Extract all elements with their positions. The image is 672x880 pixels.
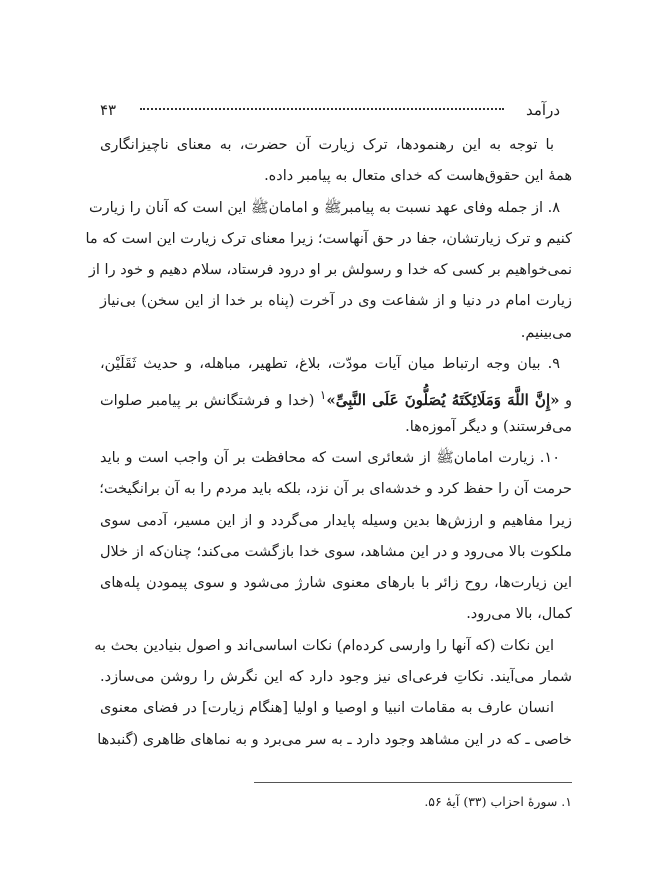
text-line: ملکوت بالا می‌رود و در این مشاهد، سوی خدا بازگشت می‌کند؛ چنان‌که از خلال [100,543,572,560]
text-line: ۹. بیان وجه ارتباط میان آیات مودّت، بلاغ، تطهیر، مباهله، و حدیث ثَقَلَیْن، [100,356,560,373]
text-line: کمال، بالا می‌رود. [466,606,572,623]
text-line: می‌فرستند) و دیگر آموزه‌ها. [405,418,572,435]
verse-line [100,380,572,411]
chapter-title: درآمد [526,101,560,119]
text-line: با توجه به این رهنمودها، ترک زیارت آن حضرت، به معنای ناچیزانگاری [100,137,554,153]
main-text [85,130,572,756]
text-line: این زیارت‌ها، روح زائر با بارهای معنوی شارژ می‌شود و سوی پیمودن پله‌های [100,575,572,592]
text-line: همهٔ این حقوق‌هاست که خدای متعال به پیامبر داده. [264,168,572,185]
text-line: این نکات (که آنها را وارسی کرده‌ام) نکات اساسی‌اند و اصول بنیادین بحث به [94,637,554,654]
running-header [100,98,560,122]
text-line: حرمت آن را حفظ کرد و خدشه‌ای بر آن نزد، بلکه باید مردم را به آن برانگیخت؛ [99,481,572,498]
text-line: زیارت امام در دنیا و از شفاعت وی در آخرت (پناه بر خدا از این سخن) بی‌نیاز [100,293,572,310]
text-line: خاصی ـ که در این مشاهد وجود دارد ـ به سر می‌برد و به نماهای ظاهری (گنبدها [97,731,572,748]
leader-dots [140,108,504,110]
text-line: نمی‌خواهیم بر کسی که خدا و رسولش بر او درود فرستاد، سلام دهیم و خود را از [88,262,572,279]
footnote-divider [254,782,572,783]
text-line: انسان عارف به مقامات انبیا و اوصیا و اولیا [هنگام زیارت] در فضای معنوی [100,700,554,717]
text-line: کنیم و ترک زیارتشان، جفا در حق آنهاست؛ زیرا معنای ترک زیارت این است که ما [85,230,572,247]
footnote-marker[interactable]: ۱ [319,388,327,403]
verse-prefix: و [559,393,572,410]
text-line: ۸. از جمله وفای عهد نسبت به پیامبرﷺ و امامانﷺ این است که آنان را زیارت [88,199,560,216]
text-line: ۱۰. زیارت امامانﷺ از شعائری است که محافظت بر آن واجب است و باید [100,449,560,466]
footnote: ۱. سورهٔ احزاب (۳۳) آیهٔ ۵۶. [424,794,572,809]
verse-suffix: (خدا و فرشتگانش بر پیامبر صلوات [100,393,320,410]
text-line: شمار می‌آیند. نکاتِ فرعی‌ای نیز وجود دارد که این نگرش را روشن می‌سازد. [100,669,572,686]
page-number: ۴۳ [100,101,117,119]
text-line: زیرا مفاهیم و ارزش‌ها بدین وسیله پایدار می‌گردد و از این مسیر، آدمی سوی [100,512,572,529]
text-line: می‌بینیم. [520,324,572,341]
quran-verse: «إِنَّ اللَّهَ وَمَلَائِکَتَهُ یُصَلُّونَ عَلَى النَّبِیِّ» [326,391,560,410]
